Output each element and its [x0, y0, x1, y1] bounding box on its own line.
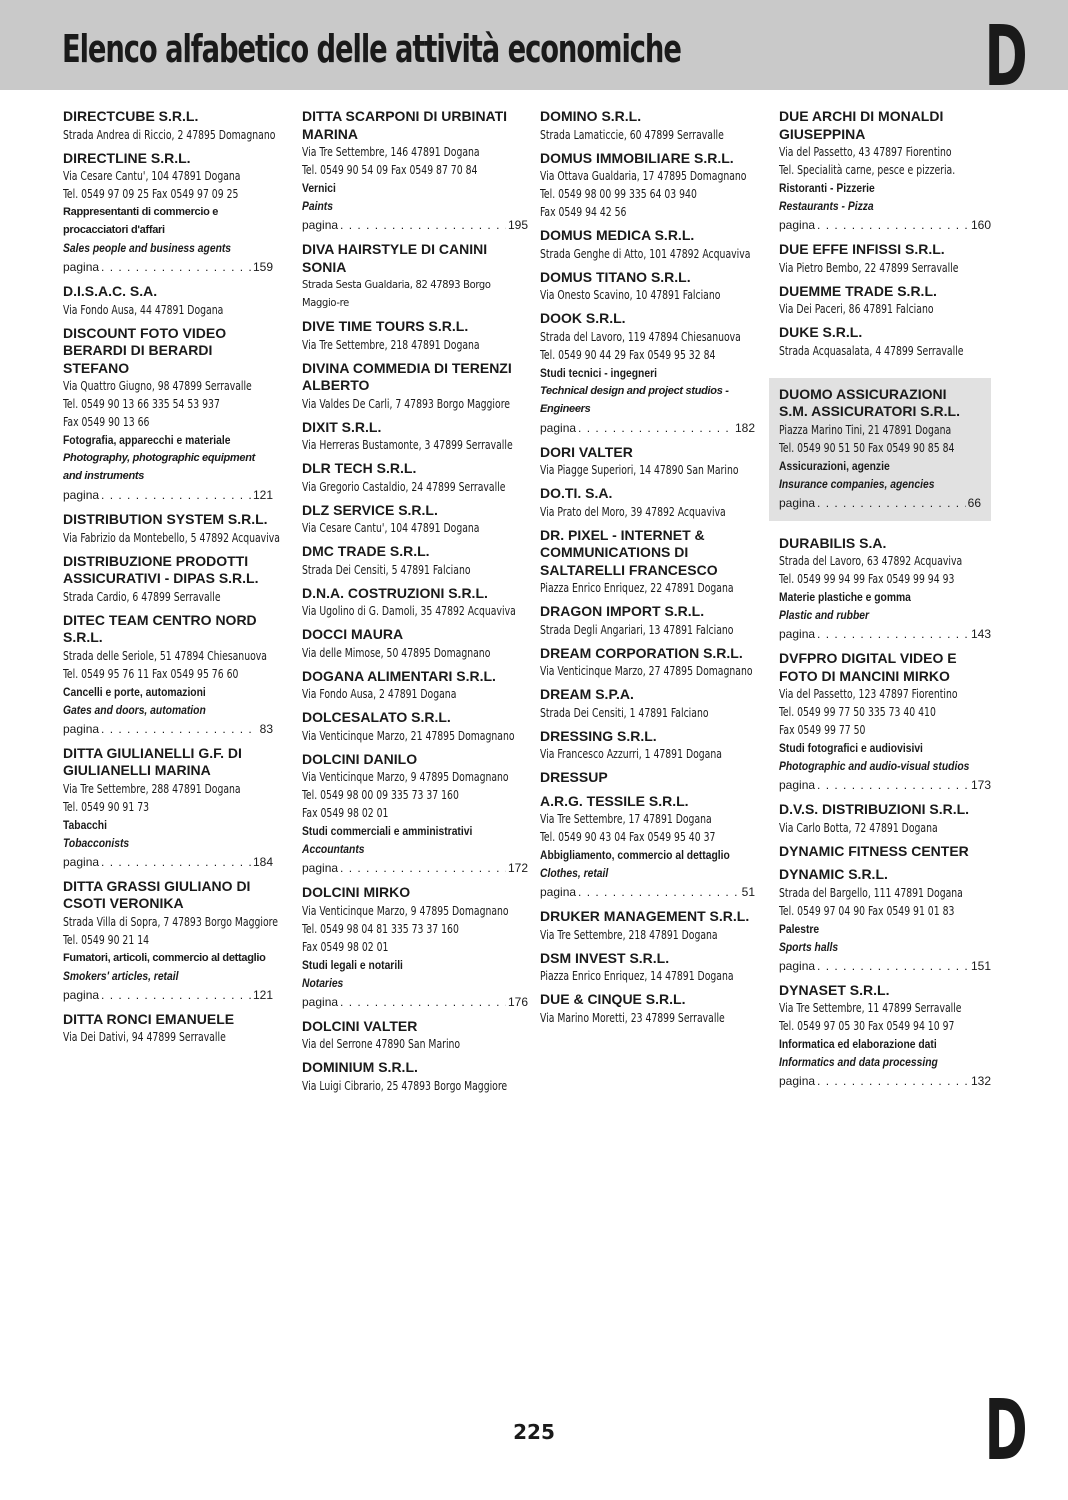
business-name: DOOK S.R.L. — [540, 310, 626, 326]
dot-leader — [340, 992, 506, 1012]
category-english: Gates and doors, automation — [63, 702, 206, 717]
dot-leader — [817, 493, 966, 513]
contact-line: Strada Andrea di Riccio, 2 47895 Domagnano — [63, 127, 276, 142]
business-name: DIRECTLINE S.R.L. — [63, 149, 191, 166]
page-reference-label: pagina — [302, 218, 339, 232]
category-english: Smokers' articles, retail — [63, 968, 179, 983]
contact-line: Via Tre Settembre, 146 47891 Dogana — [302, 145, 480, 159]
contact-line: Strada Sesta Gualdaria, 82 47893 Borgo Maggio-re — [302, 278, 491, 309]
contact-line: Via Ugolino di G. Damoli, 35 47892 Acquaviva — [302, 604, 516, 618]
business-name: DVFPRO DIGITAL VIDEO E FOTO DI MANCINI MIRKO — [779, 650, 957, 684]
directory-entry — [779, 108, 991, 235]
directory-entry — [302, 318, 528, 354]
contact-line: Tel. 0549 99 77 50 335 73 40 410 — [779, 705, 936, 719]
business-name: DITTA SCARPONI DI URBINATI MARINA — [302, 108, 508, 142]
page-reference-label: pagina — [779, 495, 816, 510]
contact-line: Via Onesto Scavino, 10 47891 Falciano — [540, 288, 721, 302]
page-reference-label: pagina — [63, 854, 100, 869]
directory-entry — [540, 686, 755, 722]
category-english: Restaurants - Pizza — [779, 199, 874, 213]
business-name: DIXIT S.R.L. — [302, 418, 382, 435]
category-english: Photographic and audio-visual studios — [779, 759, 970, 773]
directory-entry — [540, 645, 755, 681]
page-reference-link[interactable] — [779, 775, 991, 795]
page-reference-label: pagina — [63, 721, 100, 736]
contact-line: Via Gregorio Castaldio, 24 47899 Serravalle — [302, 479, 506, 494]
page-reference-number: 121 — [252, 987, 273, 1002]
business-name: D.V.S. DISTRIBUZIONI S.R.L. — [779, 801, 970, 817]
contact-line: Strada Dei Censiti, 5 47891 Falciano — [302, 562, 471, 577]
category-italian: Studi fotografici e audiovisivi — [779, 741, 923, 755]
category-english: Tobacconists — [63, 835, 130, 850]
business-name: DUE & CINQUE S.R.L. — [540, 991, 686, 1007]
page-reference-number: 132 — [970, 1074, 991, 1088]
page-reference-link[interactable] — [540, 882, 755, 902]
directory-entry — [540, 150, 755, 222]
category-english: Clothes, retail — [540, 866, 609, 880]
directory-entry — [302, 709, 528, 745]
page-reference-label: pagina — [779, 627, 816, 641]
contact-line: Tel. 0549 95 76 11 Fax 0549 95 76 60 — [63, 666, 239, 681]
dot-leader — [101, 985, 251, 1005]
page-reference-label: pagina — [540, 885, 577, 899]
directory-entry — [779, 801, 991, 837]
business-name: DUE ARCHI DI MONALDI GIUSEPPINA — [779, 108, 944, 142]
contact-line: Via Dei Dativi, 94 47899 Serravalle — [63, 1030, 226, 1044]
business-name: DREAM CORPORATION S.R.L. — [540, 644, 743, 661]
directory-column-1 — [63, 108, 280, 1052]
contact-line: Via Tre Settembre, 288 47891 Dogana — [63, 781, 241, 796]
directory-entry — [63, 612, 273, 739]
directory-entry — [63, 553, 273, 606]
page-reference-label: pagina — [63, 488, 100, 502]
directory-entry — [302, 751, 528, 879]
directory-entry — [63, 150, 273, 278]
directory-entry — [540, 991, 755, 1027]
category-italian: Materie plastiche e gomma — [779, 590, 911, 604]
directory-entry — [302, 668, 528, 704]
directory-entry — [540, 485, 755, 521]
business-name: DYNASET S.R.L. — [779, 981, 890, 998]
contact-line: Via Fondo Ausa, 2 47891 Dogana — [302, 687, 457, 701]
dot-leader — [101, 852, 251, 872]
business-name: DLZ SERVICE S.R.L. — [302, 501, 438, 518]
business-name: DURABILIS S.A. — [779, 534, 887, 551]
contact-line: Piazza Enrico Enriquez, 14 47891 Dogana — [540, 969, 734, 983]
page-reference-link[interactable] — [63, 719, 273, 739]
page-reference-number: 83 — [259, 721, 273, 736]
directory-entry — [540, 603, 755, 639]
directory-entry — [779, 283, 991, 319]
category-english: Insurance companies, agencies — [779, 476, 935, 491]
category-italian: Vernici — [302, 181, 336, 195]
directory-entry — [302, 502, 528, 538]
directory-entry — [779, 535, 991, 645]
directory-entry — [302, 241, 528, 312]
dot-leader — [340, 858, 506, 878]
contact-line: Strada del Lavoro, 119 47894 Chiesanuova — [540, 329, 741, 344]
category-italian: Studi tecnici - ingegneri — [540, 365, 657, 380]
contact-line: Via Fabrizio da Montebello, 5 47892 Acquaviva — [63, 530, 280, 545]
dot-leader — [101, 257, 251, 277]
business-name: DIRECTCUBE S.R.L. — [63, 108, 199, 124]
business-name: D.I.S.A.C. S.A. — [63, 283, 158, 299]
page-reference-label: pagina — [779, 1074, 816, 1088]
page-reference-number: 172 — [507, 861, 528, 875]
page-reference-link[interactable] — [779, 493, 981, 513]
page-number: 225 — [513, 1420, 555, 1444]
business-name: DUEMME TRADE S.R.L. — [779, 282, 937, 299]
contact-line: Via Marino Moretti, 23 47899 Serravalle — [540, 1010, 725, 1025]
dot-leader — [340, 215, 506, 235]
contact-line: Fax 0549 98 02 01 — [302, 806, 389, 820]
contact-line: Tel. 0549 98 04 81 335 73 37 160 — [302, 921, 459, 936]
contact-line: Tel. 0549 97 09 25 Fax 0549 97 09 25 — [63, 187, 239, 201]
contact-line: Via Cesare Cantu', 104 47891 Dogana — [63, 169, 241, 183]
page-title: Elenco alfabetico delle attività economiche — [62, 27, 681, 71]
directory-entry — [63, 511, 280, 547]
business-name: DYNAMIC S.R.L. — [779, 866, 888, 882]
contact-line: Piazza Enrico Enriquez, 22 47891 Dogana — [540, 581, 734, 595]
directory-entry — [540, 227, 755, 263]
business-name: DYNAMIC FITNESS CENTER — [779, 842, 969, 859]
contact-line: Via Pietro Bembo, 22 47899 Serravalle — [779, 260, 959, 275]
directory-entry — [779, 982, 991, 1092]
dot-leader — [817, 215, 969, 235]
page-reference-link[interactable] — [779, 215, 991, 235]
contact-line: Tel. 0549 97 05 30 Fax 0549 94 10 97 — [779, 1019, 955, 1033]
page-reference-link[interactable] — [63, 485, 273, 505]
page-reference-number: 173 — [970, 778, 991, 792]
contact-line: Tel. 0549 90 13 66 335 54 53 937 — [63, 397, 220, 411]
dot-leader — [101, 485, 251, 505]
dot-leader — [817, 775, 969, 795]
business-name: DUKE S.R.L. — [779, 324, 863, 340]
contact-line: Via Francesco Azzurri, 1 47891 Dogana — [540, 747, 722, 761]
contact-line: Via Herreras Bustamonte, 3 47899 Serravalle — [302, 438, 513, 452]
category-italian: Assicurazioni, agenzie — [779, 458, 890, 473]
contact-line: Strada Degli Angariari, 13 47891 Falciano — [540, 622, 734, 637]
business-name: DLR TECH S.R.L. — [302, 460, 417, 476]
directory-entry — [302, 419, 528, 455]
page-reference-label: pagina — [779, 778, 816, 792]
directory-entry — [540, 108, 755, 144]
contact-line: Strada delle Seriole, 51 47894 Chiesanuova — [63, 648, 267, 663]
contact-line: Via Venticinque Marzo, 21 47895 Domagnano — [302, 728, 515, 743]
directory-entry — [540, 444, 755, 480]
contact-line: Tel. 0549 90 21 14 — [63, 932, 150, 947]
page-reference-link[interactable] — [302, 992, 528, 1012]
contact-line: Via Tre Settembre, 218 47891 Dogana — [540, 927, 718, 942]
directory-entry — [779, 650, 991, 795]
business-name: DOLCINI MIRKO — [302, 884, 411, 900]
page-reference-number: 151 — [970, 958, 991, 973]
business-subname: S.M. ASSICURATORI S.R.L. — [779, 403, 960, 419]
contact-line: Via Cesare Cantu', 104 47891 Dogana — [302, 521, 480, 535]
contact-line: Strada Genghe di Atto, 101 47892 Acquaviva — [540, 246, 751, 261]
page-reference-label: pagina — [63, 260, 100, 274]
page-reference-link[interactable] — [779, 956, 991, 976]
page-reference-number: 121 — [252, 488, 273, 502]
contact-line: Tel. 0549 90 91 73 — [63, 799, 150, 814]
directory-entry — [302, 108, 528, 235]
page-reference-number: 66 — [967, 495, 981, 510]
page-reference-link[interactable] — [779, 1071, 991, 1091]
contact-line: Tel. 0549 90 43 04 Fax 0549 95 40 37 — [540, 830, 716, 844]
category-italian: Ristoranti - Pizzerie — [779, 181, 875, 195]
contact-line: Via Tre Settembre, 218 47891 Dogana — [302, 337, 480, 352]
business-name: DOLCINI VALTER — [302, 1017, 418, 1034]
business-name: DOMINO S.R.L. — [540, 108, 642, 124]
page-reference-label: pagina — [302, 994, 339, 1009]
business-name: DITTA RONCI EMANUELE — [63, 1010, 235, 1027]
contact-line: Via Valdes De Carli, 7 47893 Borgo Maggiore — [302, 396, 510, 411]
business-name: DSM INVEST S.R.L. — [540, 949, 670, 966]
page-reference-link[interactable] — [63, 985, 273, 1005]
contact-line: Fax 0549 94 42 56 — [540, 205, 627, 219]
directory-entry — [779, 843, 991, 861]
contact-line: Via Prato del Moro, 39 47892 Acquaviva — [540, 504, 726, 519]
contact-line: Strada Lamaticcie, 60 47899 Serravalle — [540, 127, 724, 142]
contact-line: Strada Dei Censiti, 1 47891 Falciano — [540, 705, 709, 720]
dot-leader — [101, 719, 258, 739]
page-reference-number: 182 — [734, 420, 755, 435]
directory-entry — [779, 241, 991, 277]
business-name: DRAGON IMPORT S.R.L. — [540, 603, 705, 619]
directory-entry — [63, 283, 273, 319]
page-reference-number: 176 — [507, 994, 528, 1009]
contact-line: Via Tre Settembre, 17 47891 Dogana — [540, 812, 712, 826]
directory-entry — [540, 310, 755, 438]
category-english: Informatics and data processing — [779, 1055, 938, 1069]
directory-entry — [63, 108, 276, 144]
contact-line: Via Dei Paceri, 86 47891 Falciano — [779, 302, 934, 316]
directory-entry — [302, 543, 528, 579]
contact-line: Fax 0549 99 77 50 — [779, 723, 866, 737]
business-name: DOCCI MAURA — [302, 626, 404, 642]
directory-entry — [63, 1011, 273, 1047]
dot-leader — [578, 418, 733, 438]
contact-line: Fax 0549 90 13 66 — [63, 415, 150, 429]
business-name: DITEC TEAM CENTRO NORD S.R.L. — [63, 611, 257, 645]
page-reference-link[interactable] — [63, 852, 273, 872]
business-name: DISTRIBUZIONE PRODOTTI ASSICURATIVI - DIPAS S.R.L. — [63, 552, 259, 586]
contact-line: Tel. 0549 99 94 99 Fax 0549 99 94 93 — [779, 572, 955, 586]
page-reference-link[interactable] — [63, 257, 273, 277]
contact-line: Via del Serrone 47890 San Marino — [302, 1037, 461, 1051]
category-english: Technical design and project studios - Engineers — [540, 384, 729, 415]
page-reference-number: 159 — [252, 260, 273, 274]
business-name: DO.TI. S.A. — [540, 485, 613, 501]
directory-column-3 — [540, 108, 755, 1033]
category-italian: Rappresentanti di commercio e procacciatori d'affari — [63, 206, 219, 236]
directory-entry — [63, 325, 273, 506]
dot-leader — [817, 956, 969, 976]
contact-line: Via del Passetto, 123 47897 Fiorentino — [779, 687, 958, 701]
business-name: DIVE TIME TOURS S.R.L. — [302, 318, 469, 334]
contact-line: Via Luigi Cibrario, 25 47893 Borgo Maggiore — [302, 1078, 508, 1093]
business-name: DISCOUNT FOTO VIDEO BERARDI DI BERARDI STEFANO — [63, 324, 227, 376]
page-reference-label: pagina — [779, 218, 816, 232]
business-name: DOMUS IMMOBILIARE S.R.L. — [540, 149, 734, 166]
category-english: Sales people and business agents — [63, 241, 232, 255]
category-english: Plastic and rubber — [779, 608, 870, 622]
category-english: Paints — [302, 199, 333, 213]
business-name: DORI VALTER — [540, 443, 633, 460]
category-italian: Palestre — [779, 921, 820, 936]
page-reference-link[interactable] — [302, 215, 528, 235]
directory-entry — [302, 884, 528, 1012]
business-name: DUE EFFE INFISSI S.R.L. — [779, 241, 945, 257]
business-name: DITTA GRASSI GIULIANO DI CSOTI VERONIKA — [63, 877, 251, 911]
page-reference-label: pagina — [63, 987, 100, 1002]
contact-line: Tel. 0549 90 54 09 Fax 0549 87 70 84 — [302, 163, 478, 177]
business-name: DOGANA ALIMENTARI S.R.L. — [302, 667, 496, 684]
category-italian: Cancelli e porte, automazioni — [63, 684, 206, 699]
contact-line: Via Venticinque Marzo, 9 47895 Domagnano — [302, 903, 509, 918]
directory-entry — [540, 908, 755, 944]
contact-line: Via del Passetto, 43 47897 Fiorentino — [779, 145, 952, 159]
contact-line: Via Piagge Superiori, 14 47890 San Marino — [540, 463, 739, 477]
directory-entry — [302, 626, 528, 662]
business-name: DMC TRADE S.R.L. — [302, 543, 430, 559]
business-name: DITTA GIULIANELLI G.F. DI GIULIANELLI MARINA — [63, 744, 242, 778]
dot-leader — [817, 1071, 969, 1091]
business-name: A.R.G. TESSILE S.R.L. — [540, 792, 689, 809]
category-italian: Abbigliamento, commercio al dettaglio — [540, 848, 730, 862]
directory-entry — [540, 793, 755, 903]
business-name: DOLCESALATO S.R.L. — [302, 709, 451, 725]
directory-column-2 — [302, 108, 528, 1101]
category-italian: Informatica ed elaborazione dati — [779, 1037, 937, 1051]
contact-line: Tel. 0549 97 04 90 Fax 0549 91 01 83 — [779, 903, 955, 918]
contact-line: Via delle Mimose, 50 47895 Domagnano — [302, 645, 491, 660]
page-reference-label: pagina — [540, 420, 577, 435]
directory-entry — [769, 378, 991, 521]
contact-line: Tel. 0549 98 00 99 335 64 03 940 — [540, 187, 697, 201]
business-name: DR. PIXEL - INTERNET & COMMUNICATIONS DI SALTARELLI FRANCESCO — [540, 526, 718, 578]
contact-line: Tel. Specialità carne, pesce e pizzeria. — [779, 163, 956, 177]
category-english: Photography, photographic equipment and instruments — [63, 452, 255, 482]
directory-entry — [302, 1018, 528, 1054]
contact-line: Via Carlo Botta, 72 47891 Dogana — [779, 820, 938, 835]
contact-line: Piazza Marino Tini, 21 47891 Dogana — [779, 422, 952, 437]
directory-entry — [63, 745, 273, 872]
business-name: DOLCINI DANILO — [302, 750, 418, 767]
directory-entry — [779, 324, 991, 360]
business-name: DREAM S.P.A. — [540, 686, 634, 702]
directory-entry — [540, 527, 755, 598]
directory-entry — [302, 1059, 528, 1095]
category-italian: Studi legali e notarili — [302, 957, 403, 972]
page-reference-number: 160 — [970, 218, 991, 232]
page-reference-link[interactable] — [302, 858, 528, 878]
directory-entry — [63, 877, 278, 1005]
business-name: DRUKER MANAGEMENT S.R.L. — [540, 908, 750, 924]
contact-line: Tel. 0549 90 44 29 Fax 0549 95 32 84 — [540, 347, 716, 362]
contact-line: Strada Villa di Sopra, 7 47893 Borgo Maggiore — [63, 914, 278, 929]
category-italian: Studi commerciali e amministrativi — [302, 824, 473, 838]
page-reference-number: 195 — [507, 218, 528, 232]
directory-entry — [540, 950, 755, 986]
page-reference-number: 51 — [741, 885, 755, 899]
directory-entry — [540, 769, 755, 787]
directory-entry — [302, 460, 528, 496]
directory-entry — [302, 360, 528, 413]
contact-line: Strada del Lavoro, 63 47892 Acquaviva — [779, 554, 963, 568]
contact-line: Via Quattro Giugno, 98 47899 Serravalle — [63, 379, 252, 393]
contact-line: Fax 0549 98 02 01 — [302, 939, 389, 954]
contact-line: Via Fondo Ausa, 44 47891 Dogana — [63, 302, 224, 317]
contact-line: Via Ottava Gualdaria, 17 47895 Domagnano — [540, 169, 747, 183]
business-name: DRESSING S.R.L. — [540, 727, 657, 744]
page-reference-number: 143 — [970, 627, 991, 641]
business-name: DOMUS TITANO S.R.L. — [540, 268, 691, 285]
business-name: DISTRIBUTION SYSTEM S.R.L. — [63, 511, 268, 527]
business-name: DOMUS MEDICA S.R.L. — [540, 227, 695, 243]
directory-column-4 — [779, 108, 991, 1097]
contact-line: Via Venticinque Marzo, 27 47895 Domagnano — [540, 664, 753, 678]
category-english: Notaries — [302, 975, 344, 990]
dot-leader — [817, 624, 969, 644]
contact-line: Via Venticinque Marzo, 9 47895 Domagnano — [302, 770, 509, 784]
business-name: DIVINA COMMEDIA DI TERENZI ALBERTO — [302, 359, 512, 393]
contact-line: Tel. 0549 90 51 50 Fax 0549 90 85 84 — [779, 440, 955, 455]
page-reference-link[interactable] — [779, 624, 991, 644]
page-reference-label: pagina — [779, 958, 816, 973]
directory-entry — [779, 866, 991, 976]
page-reference-label: pagina — [302, 861, 339, 875]
contact-line: Strada Cardio, 6 47899 Serravalle — [63, 589, 221, 604]
contact-line: Strada del Bargello, 111 47891 Dogana — [779, 885, 963, 900]
category-english: Accountants — [302, 842, 365, 856]
category-italian: Fumatori, articoli, commercio al dettaglio — [63, 951, 266, 964]
directory-entry — [540, 728, 755, 764]
business-name: D.N.A. COSTRUZIONI S.R.L. — [302, 584, 488, 601]
page-reference-number: 184 — [252, 854, 273, 869]
category-italian: Fotografia, apparecchi e materiale — [63, 433, 231, 447]
page-reference-link[interactable] — [540, 418, 755, 438]
directory-entry — [540, 269, 755, 305]
contact-line: Via Tre Settembre, 11 47899 Serravalle — [779, 1001, 962, 1015]
category-italian: Tabacchi — [63, 817, 107, 832]
directory-entry — [302, 585, 528, 621]
section-letter-top: D — [984, 7, 1028, 105]
business-name: DRESSUP — [540, 769, 608, 785]
contact-line: Strada Acquasalata, 4 47899 Serravalle — [779, 343, 964, 358]
section-letter-bottom: D — [984, 1381, 1028, 1479]
business-name: DIVA HAIRSTYLE DI CANINI SONIA — [302, 241, 488, 275]
contact-line: Tel. 0549 98 00 09 335 73 37 160 — [302, 788, 459, 802]
business-name: DUOMO ASSICURAZIONI — [779, 385, 947, 402]
category-english: Sports halls — [779, 939, 839, 954]
dot-leader — [578, 882, 740, 902]
business-name: DOMINIUM S.R.L. — [302, 1059, 418, 1075]
